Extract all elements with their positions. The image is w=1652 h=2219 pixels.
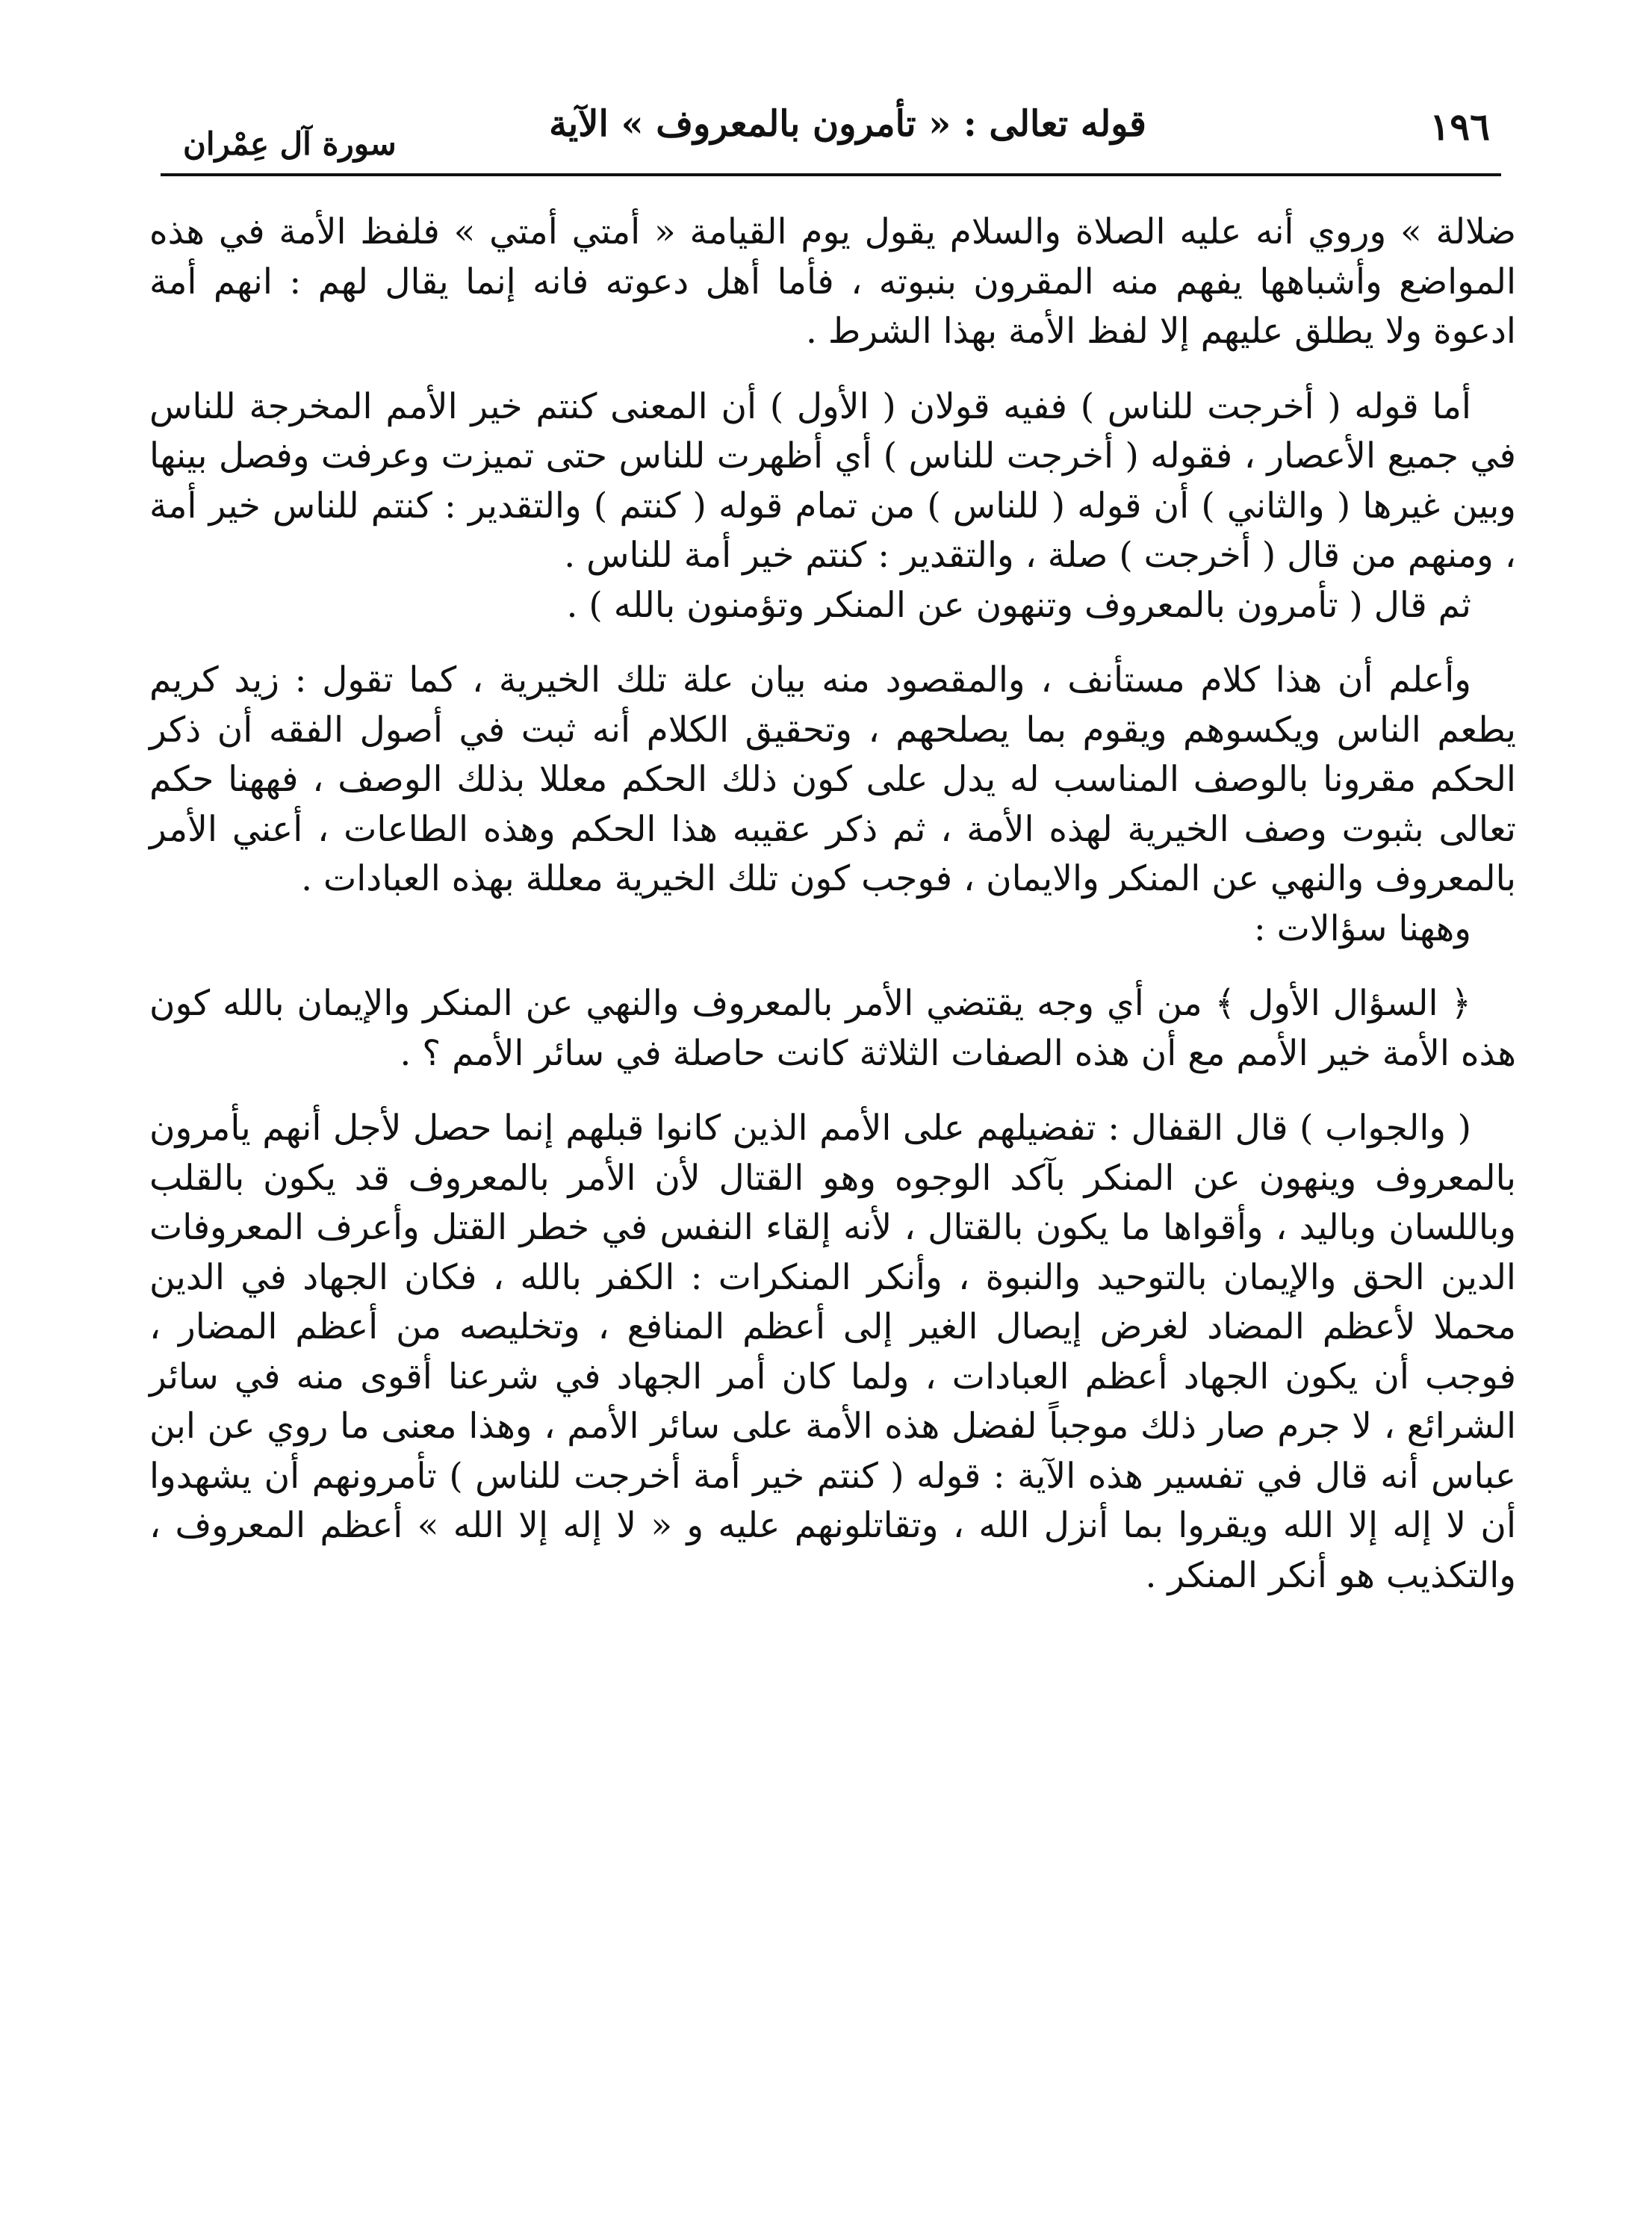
paragraph-1: ضلالة » وروي أنه عليه الصلاة والسلام يقول يوم القيامة « أمتي أمتي » فلفظ الأمة في هذه المواضع وأشباهها يفهم منه المقرون بنبوته ، فأما أهل دعوته فانه إنما يقال لهم : انهم أمة ادعوة ولا يطلق عليهم إلا لفظ الأمة بهذا الشرط . [149,211,1516,352]
page-number: ١٩٦ [1429,105,1490,149]
paragraph-5: وههنا سؤالات : [1253,907,1471,949]
body-text [149,208,1516,1601]
paragraph-4: وأعلم أن هذا كلام مستأنف ، والمقصود منه بيان علة تلك الخيرية ، كما تقول : زيد كريم يطعم الناس ويكسوهم ويقوم بما يصلحهم ، وتحقيق الكلام أنه ثبت في أصول الفقه أن ذكر الحكم مقرونا بالوصف المناسب له يدل على كون ذلك الحكم معللا بذلك الوصف ، فههنا حكم تعالى بثبوت وصف الخيرية لهذه الأمة ، ثم ذكر عقيبه هذا الحكم وهذه الطاعات ، أعني الأمر بالمعروف والنهي عن المنكر والايمان ، فوجب كون تلك الخيرية معللة بهذه العبادات . [149,660,1516,899]
paragraph-6: ﴿ السؤال الأول ﴾ من أي وجه يقتضي الأمر بالمعروف والنهي عن المنكر والإيمان بالله كون هذه الأمة خير الأمم مع أن هذه الصفات الثلاثة كانت حاصلة في سائر الأمم ؟ . [149,983,1516,1074]
header-rule [161,173,1501,176]
paragraph-2: أما قوله ( أخرجت للناس ) ففيه قولان ( الأول ) أن المعنى كنتم خير الأمم المخرجة للناس في جميع الأعصار ، فقوله ( أخرجت للناس ) أي أظهرت للناس حتى تميزت وعرفت وفصل بينها وبين غيرها ( والثاني ) أن قوله ( للناس ) من تمام قوله ( كنتم ) والتقدير : كنتم للناس خير أمة ، ومنهم من قال ( أخرجت ) صلة ، والتقدير : كنتم خير أمة للناس . [149,385,1516,576]
surah-name: سورة آل عِمْران [183,125,397,162]
running-title: قوله تعالى : « تأمرون بالمعروف » الآية [549,103,1146,145]
running-head [161,88,1490,170]
paragraph-3: ثم قال ( تأمرون بالمعروف وتنهون عن المنكر وتؤمنون بالله ) . [566,584,1471,626]
paragraph-7: ( والجواب ) قال القفال : تفضيلهم على الأمم الذين كانوا قبلهم إنما حصل لأجل أنهم يأمرون بالمعروف وينهون عن المنكر بآكد الوجوه وهو القتال لأن الأمر بالمعروف قد يكون بالقلب وباللسان وباليد ، وأقواها ما يكون بالقتال ، لأنه إلقاء النفس في خطر القتل وأعرف المعروفات الدين الحق والإيمان بالتوحيد والنبوة ، وأنكر المنكرات : الكفر بالله ، فكان الجهاد في الدين محملا لأعظم المضاد لغرض إيصال الغير إلى أعظم المنافع ، وتخليصه من أعظم المضار ، فوجب أن يكون الجهاد أعظم العبادات ، ولما كان أمر الجهاد في شرعنا أقوى منه في سائر الشرائع ، لا جرم صار ذلك موجباً لفضل هذه الأمة على سائر الأمم ، وهذا معنى ما روي عن ابن عباس أنه قال في تفسير هذه الآية : قوله ( كنتم خير أمة أخرجت للناس ) تأمرونهم أن يشهدوا أن لا إله إلا الله ويقروا بما أنزل الله ، وتقاتلونهم عليه و « لا إله إلا الله » أعظم المعروف ، والتكذيب هو أنكر المنكر . [149,1108,1516,1596]
